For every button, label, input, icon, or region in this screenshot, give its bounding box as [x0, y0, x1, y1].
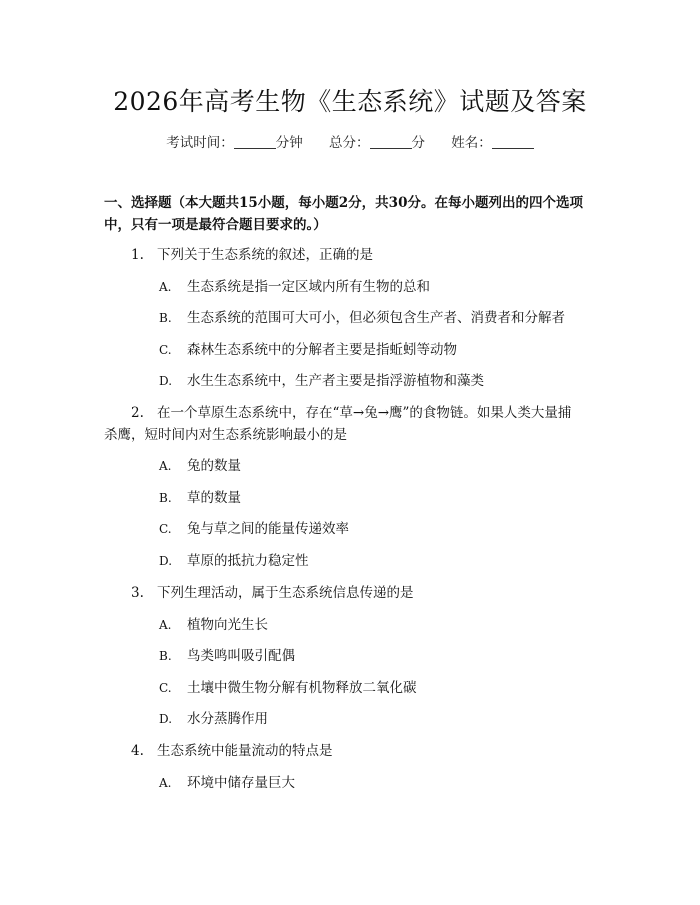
total-score-label: 总分： — [329, 135, 370, 151]
option-label: B. — [159, 311, 172, 325]
option-3a — [159, 614, 268, 636]
option-text: 草的数量 — [187, 490, 241, 506]
option-2a — [159, 455, 241, 477]
option-text: 水分蒸腾作用 — [187, 711, 268, 727]
question-4 — [131, 740, 333, 762]
option-label: D. — [159, 554, 173, 568]
question-2 — [131, 402, 571, 424]
question-number: 2. — [131, 405, 144, 421]
question-text: 下列关于生态系统的叙述，正确的是 — [157, 247, 373, 263]
option-text: 植物向光生长 — [187, 617, 268, 633]
option-1b — [159, 307, 565, 329]
option-label: A. — [159, 618, 172, 632]
section-heading: 一、选择题（本大题共15小题，每小题2分，共30分。在每小题列出的四个选项中，只有一项是最符合题目要求的。） — [104, 195, 583, 233]
option-text: 生态系统的范围可大可小，但必须包含生产者、消费者和分解者 — [187, 310, 565, 326]
option-3b — [159, 645, 295, 667]
option-text: 土壤中微生物分解有机物释放二氧化碳 — [187, 680, 417, 696]
option-text: 环境中储存量巨大 — [187, 775, 295, 791]
name-field — [451, 135, 534, 151]
option-text: 草原的抵抗力稳定性 — [187, 553, 309, 569]
name-label: 姓名： — [451, 135, 492, 151]
option-label: A. — [159, 776, 172, 790]
total-score-blank — [370, 135, 412, 149]
exam-time-field — [166, 135, 307, 151]
question-3 — [131, 582, 414, 604]
total-score-unit: 分 — [411, 135, 425, 151]
option-2c — [159, 518, 349, 540]
option-3d — [159, 708, 268, 730]
exam-time-blank — [234, 135, 276, 149]
option-label: C. — [159, 681, 172, 695]
exam-time-unit: 分钟 — [275, 135, 303, 151]
option-3c — [159, 677, 417, 699]
option-label: B. — [159, 491, 172, 505]
option-1c — [159, 339, 457, 361]
option-4a — [159, 772, 295, 794]
question-text: 下列生理活动，属于生态系统信息传递的是 — [157, 585, 414, 601]
option-text: 水生生态系统中，生产者主要是指浮游植物和藻类 — [187, 373, 484, 389]
question-1 — [131, 244, 373, 266]
question-number: 1. — [131, 247, 144, 263]
option-label: C. — [159, 522, 172, 536]
option-label: C. — [159, 343, 172, 357]
option-text: 兔与草之间的能量传递效率 — [187, 521, 349, 537]
option-text: 森林生态系统中的分解者主要是指蚯蚓等动物 — [187, 342, 457, 358]
option-label: B. — [159, 649, 172, 663]
option-1d — [159, 370, 484, 392]
option-text: 兔的数量 — [187, 458, 241, 474]
option-2d — [159, 550, 309, 572]
option-2b — [159, 487, 241, 509]
question-text-line1: 在一个草原生态系统中，存在“草→兔→鹰”的食物链。如果人类大量捕 — [157, 405, 572, 421]
option-1a — [159, 276, 430, 298]
page-title: 2026年高考生物《生态系统》试题及答案 — [113, 87, 587, 116]
option-text: 生态系统是指一定区域内所有生物的总和 — [187, 279, 430, 295]
exam-info-line — [0, 131, 700, 151]
total-score-field — [329, 135, 429, 151]
option-label: A. — [159, 459, 172, 473]
option-label: A. — [159, 280, 172, 294]
exam-time-label: 考试时间： — [166, 135, 234, 151]
question-number: 3. — [131, 585, 144, 601]
option-label: D. — [159, 712, 173, 726]
question-text: 生态系统中能量流动的特点是 — [157, 743, 333, 759]
question-2-continued — [104, 424, 347, 446]
question-number: 4. — [131, 743, 144, 759]
name-blank — [492, 135, 534, 149]
option-label: D. — [159, 374, 173, 388]
option-text: 鸟类鸣叫吸引配偶 — [187, 648, 295, 664]
question-text-line2: 杀鹰，短时间内对生态系统影响最小的是 — [104, 427, 347, 443]
